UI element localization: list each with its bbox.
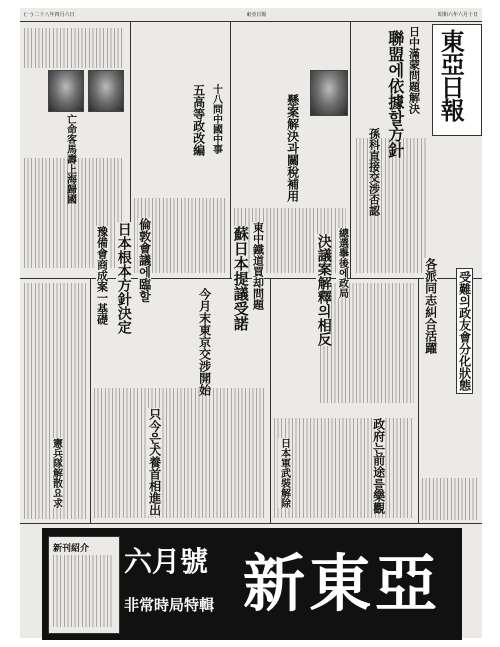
headline: 豫備會商成案一基礎 [95, 226, 109, 325]
headline-box: 受難의政友會分化狀態 [456, 268, 473, 394]
headline: 各派同志糾合活躍 [423, 258, 438, 354]
masthead-title: 東亞日報 [436, 29, 466, 121]
banner-subtitle: 非常時局特輯 [124, 596, 215, 614]
portrait-photo [48, 70, 84, 112]
column-divider [418, 279, 419, 523]
headline: 懸案解決과關稅補用 [285, 94, 300, 202]
headline: 決議案解釋의相反 [315, 234, 332, 346]
banner-label: 新刊紹介 [53, 544, 90, 554]
headline: 聯盟에依據할方針 [385, 30, 405, 158]
article-body [356, 138, 428, 273]
column-divider [270, 279, 271, 523]
headline: 總選擧後에政局 [336, 228, 348, 298]
banner-title: 新東亞 [242, 547, 441, 620]
column-divider [90, 279, 91, 523]
page-header [20, 8, 482, 22]
header-left: (一) 二十八年四月六日 [24, 12, 75, 18]
banner-issue: 六月號 [124, 545, 209, 578]
header-right: 昭和六年六月十日 [437, 12, 478, 18]
headline: 政府는前途를樂觀 [371, 418, 386, 514]
article-body [422, 478, 478, 520]
headline: 只今은犬養首相進出 [147, 408, 162, 516]
portrait-photo [310, 70, 348, 116]
headline: 今月末東京交涉開始 [197, 288, 212, 396]
headline: 東中鐵道買却問題 [251, 222, 265, 310]
headline: 孫科直接交涉否認 [367, 128, 381, 216]
headline: 日中滿蒙問題解決 [407, 26, 421, 114]
headline: 亡命客馬壽上海歸國 [64, 114, 76, 204]
banner-label-box [48, 536, 120, 634]
article-body [94, 388, 266, 518]
headline: 五高等政改編 [191, 84, 206, 156]
headline: 日本軍武裝解除 [278, 438, 290, 508]
headline: 日本根本方針決定 [115, 222, 132, 334]
headline: 十八問中國中事 [210, 84, 222, 154]
headline: 倫敦會議에臨할 [137, 218, 152, 302]
banner-text [53, 555, 113, 627]
article-body [24, 28, 124, 68]
article-body [274, 418, 414, 518]
banner-subtitles [122, 536, 218, 632]
portrait-photo [88, 70, 124, 112]
column-divider [230, 22, 231, 278]
advertisement-banner [42, 528, 462, 640]
header-center: 東亞日報 [246, 12, 267, 18]
headline: 蘇日本提議受諾 [231, 226, 250, 331]
headline: 憲兵隊解散요求 [50, 438, 62, 508]
newspaper-page [20, 8, 482, 638]
article-body [320, 283, 414, 403]
masthead [432, 24, 482, 136]
section-divider [20, 523, 482, 524]
column-divider [350, 22, 351, 278]
